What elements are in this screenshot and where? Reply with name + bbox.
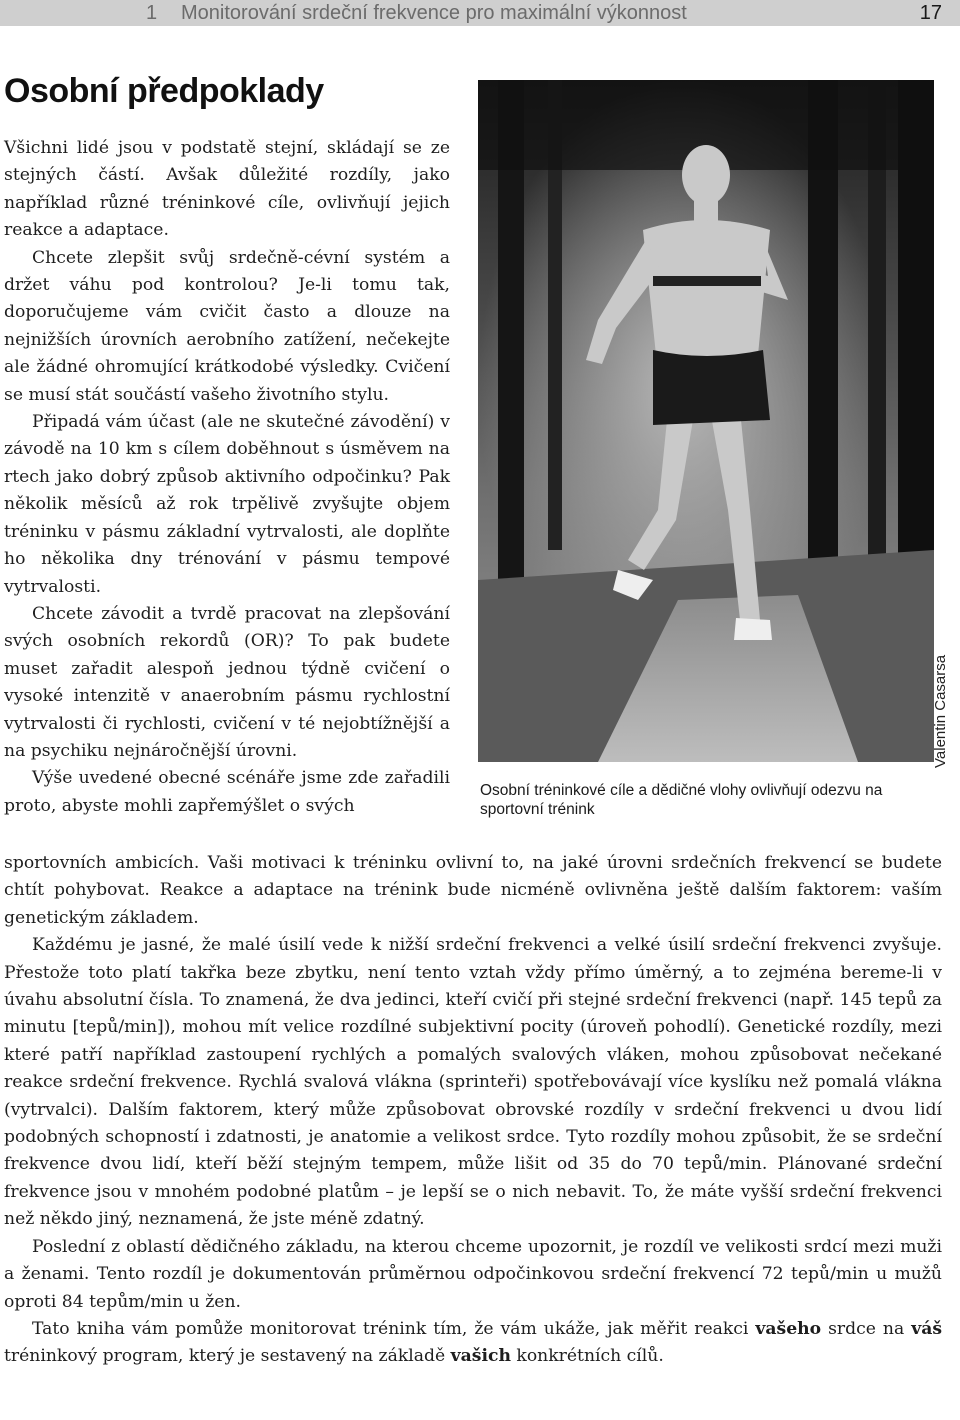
text-run: konkrétních cílů. bbox=[510, 1346, 664, 1367]
runner-photo-image bbox=[478, 80, 934, 762]
section-heading: Osobní předpoklady bbox=[4, 72, 324, 110]
paragraph: Připadá vám účast (ale ne skutečné závodění) v závodě na 10 km s cílem doběhnout s úsměvem na rtech jako dobrý způsob aktivního odpočinku? Pak několik měsíců až rok trpělivě zvyšujte objem tréninku v pásmu základní vytrvalosti, ale doplňte ho několika dny trénování v pásmu tempové vytrvalosti. bbox=[4, 412, 450, 597]
paragraph: Všichni lidé jsou v podstatě stejní, skládají se ze stejných částí. Avšak důležité rozdíly, jako například různé tréninkové cíle, ovlivňují jejich reakce a adaptace. bbox=[4, 138, 450, 241]
emphasis: váš bbox=[911, 1318, 943, 1339]
emphasis: vašeho bbox=[755, 1318, 822, 1339]
chapter-title: Monitorování srdeční frekvence pro maximální výkonnost bbox=[181, 2, 687, 24]
page-number: 17 bbox=[919, 2, 942, 24]
paragraph: Chcete zlepšit svůj srdečně-cévní systém a držet váhu pod kontrolou? Je-li tomu tak, doporučujeme vám cvičit často a dlouze na nejnižších úrovních aerobního zatížení, nečekejte ale žádné ohromující krátkodobé výsledky. Cvičení se musí stát součástí vašeho životního stylu. bbox=[4, 247, 450, 405]
paragraph bbox=[4, 1316, 942, 1371]
text-run: tréninkový program, který je sestavený na základě bbox=[4, 1346, 451, 1367]
paragraph: Výše uvedené obecné scénáře jsme zde zařadili proto, abyste mohli zapřemýšlet o svých bbox=[4, 768, 450, 816]
photo-credit: Valentin Casarsa bbox=[932, 654, 949, 768]
paragraph: sportovních ambicích. Vaši motivaci k tréninku ovlivní to, na jaké úrovni srdečních frekvencí se budete chtít pohybovat. Reakce a adaptace na trénink bude nicméně ovlivněna ještě dalším faktorem: vaším genetickým základem. bbox=[4, 853, 942, 928]
full-width-text bbox=[4, 850, 942, 1371]
figure-caption: Osobní tréninkové cíle a dědičné vlohy ovlivňují odezvu na sportovní trénink bbox=[480, 782, 883, 818]
text-run: Tato kniha vám pomůže monitorovat trénink tím, že vám ukáže, jak měřit reakci bbox=[32, 1318, 756, 1339]
emphasis: vašich bbox=[450, 1346, 511, 1367]
paragraph: Poslední z oblastí dědičného základu, na kterou chceme upozornit, je rozdíl ve velikosti srdcí mezi muži a ženami. Tento rozdíl je dokumentován průměrnou odpočinkovou srdeční frekvencí 72 tepů/min u mužů oproti 84 tepům/min u žen. bbox=[4, 1236, 942, 1312]
text-run: srdce na bbox=[821, 1318, 912, 1339]
left-column-text bbox=[4, 135, 450, 820]
paragraph: Chcete závodit a tvrdě pracovat na zlepšování svých osobních rekordů (OR)? To pak budete muset zařadit alespoň jednou týdně cvičení o vysoké intenzitě v anaerobním pásmu rychlostní vytrvalosti či rychlosti, cvičení v té nejobtížnější a na psychiku nejnáročnější úrovni. bbox=[4, 603, 450, 761]
running-header bbox=[0, 0, 960, 26]
paragraph: Každému je jasné, že malé úsilí vede k nižší srdeční frekvenci a velké úsilí srdeční frekvenci zvyšuje. Přestože toto platí takřka beze zbytku, není tento vztah vždy přímo úměrný, a to zejména bereme-li v úvahu absolutní čísla. To znamená, že dva jedinci, kteří cvičí při stejné srdeční frekvenci (např. 145 tepů za minutu [tepů/min]), mohou mít velice rozdílné subjektivní pocity (úroveň pohodlí). Genetické rozdíly, mezi které patří například zastoupení rychlých a pomalých svalových vláken, mohou způsobovat nečekané reakce srdeční frekvence. Rychlá svalová vlákna (sprinteři) spotřebovávají více kyslíku než pomalá vlákna (vytrvalci). Dalším faktorem, který může způsobovat obrovské rozdíly v srdeční frekvenci u dvou lidí podobných schopností i zdatnosti, je anatomie a velikost srdce. Tyto rozdíly mohou způsobit, že se srdeční frekvence dvou lidí, kteří běží stejným tempem, může lišit od 35 do 70 tepů/min. Plánované srdeční frekvence jsou v mnohém podobné platům – je lepší se o nich nebavit. To, že máte vyšší srdeční frekvenci než někdo jiný, neznamená, že jste méně zdatný. bbox=[4, 935, 942, 1230]
runner-photo bbox=[478, 80, 934, 762]
chapter-number: 1 bbox=[146, 2, 158, 24]
